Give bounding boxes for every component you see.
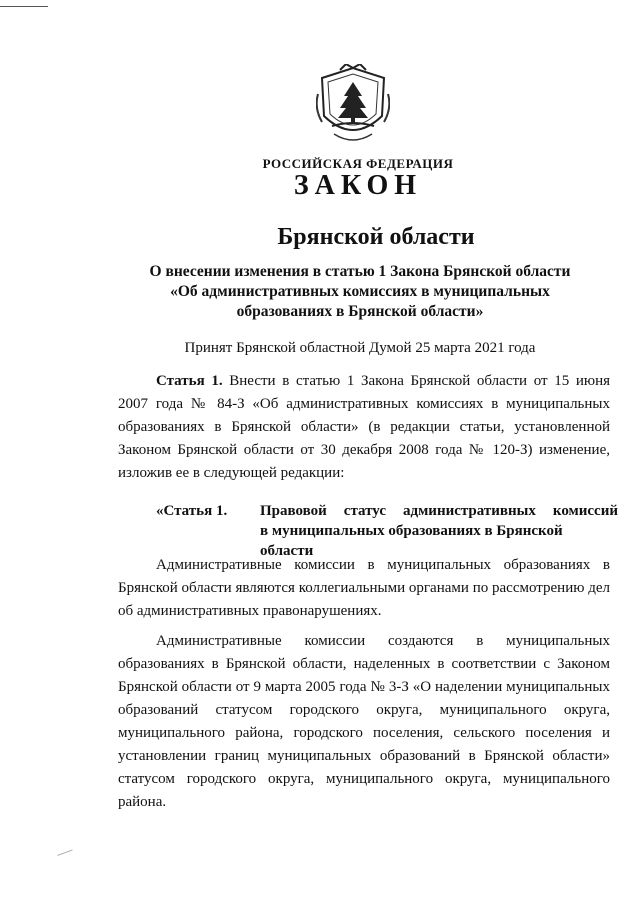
article-1-text: Внести в статью 1 Закона Брянской области от 15 июня 2007 года № 84-З «Об административных комиссиях в муниципальных образованиях в Брянской области» (в редакции статьи, установленной Законом Брянской области от 30 декабря 2008 года № 120-З) изменение, изложив ее в следующей редакции: bbox=[118, 373, 611, 481]
scan-artifact-line bbox=[0, 6, 48, 7]
new-article-label: «Статья 1. bbox=[156, 503, 228, 519]
article-1-paragraph bbox=[118, 370, 610, 485]
country-heading: РОССИЙСКАЯ ФЕДЕРАЦИЯ bbox=[262, 156, 454, 171]
scan-artifact-mark bbox=[57, 849, 74, 861]
new-article-heading-line-1: Правовой статус административных комиссий bbox=[260, 503, 618, 519]
new-article-heading-line-2: в муниципальных образованиях в Брянской области bbox=[260, 523, 563, 559]
body-paragraph-2: Административные комиссии создаются в муниципальных образованиях в Брянской области, наделенных в соответствии с Законом Брянской области от 9 марта 2005 года № 3-З «О наделении муниципальных образований статусом городского округа, муниципального округа, муниципального района, городского поселения, сельского поселения и установлении границ муниципальных образований в Брянской области» статусом городского округа, муниципального округа, муниципального района. bbox=[118, 633, 610, 810]
law-title-line: образованиях в Брянской области» bbox=[236, 303, 484, 320]
law-title-line: «Об административных комиссиях в муниципальных bbox=[170, 283, 550, 300]
article-1-label: Статья 1. bbox=[156, 373, 223, 389]
region-heading: Брянской области bbox=[277, 224, 475, 250]
law-title-line: О внесении изменения в статью 1 Закона Брянской области bbox=[149, 263, 571, 280]
body-paragraph-1: Административные комиссии в муниципальных образованиях в Брянской области являются коллегиальными органами по рассмотрению дел об административных правонарушениях. bbox=[118, 557, 610, 619]
adoption-note: Принят Брянской областной Думой 25 марта 2021 года bbox=[184, 340, 536, 356]
coat-of-arms-emblem bbox=[316, 64, 390, 146]
document-type-heading: ЗАКОН bbox=[293, 170, 423, 201]
law-title bbox=[115, 262, 605, 322]
